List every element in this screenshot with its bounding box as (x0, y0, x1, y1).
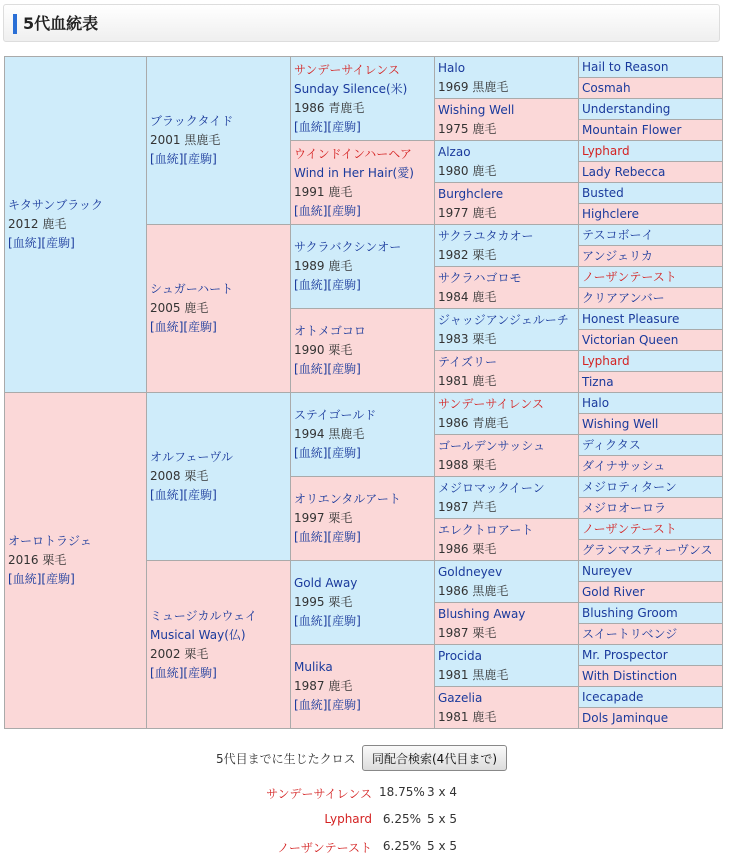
horse-name-link[interactable]: Blushing Groom (582, 606, 678, 620)
horse-name-link[interactable]: With Distinction (582, 669, 678, 683)
progeny-link[interactable]: 産駒 (188, 320, 213, 334)
horse-name-link[interactable]: キタサンブラック (8, 198, 104, 212)
horse-name-link[interactable]: Tizna (582, 375, 614, 389)
pedigree-cell-gen5 (579, 414, 723, 435)
horse-links: [血統][産駒] (294, 203, 361, 218)
pedigree-cell-gen5 (579, 183, 723, 204)
horse-links: [血統][産駒] (150, 152, 217, 166)
horse-name-link[interactable]: シュガーハート (150, 282, 234, 296)
horse-year-color: 1981 黒鹿毛 (438, 667, 509, 682)
horse-year-color: 1994 黒鹿毛 (294, 427, 365, 441)
pedigree-cell-gen3 (291, 393, 435, 477)
horse-year-color: 1989 鹿毛 (294, 259, 353, 273)
horse-name-link[interactable]: ステイゴールド (294, 408, 377, 422)
horse-name-link[interactable]: ノーザンテースト (582, 270, 677, 284)
section-title: 5代血統表 (23, 14, 99, 33)
horse-year-color: 1981 鹿毛 (438, 373, 497, 388)
cross-row (0, 785, 731, 803)
pedigree-cell-gen5 (579, 204, 723, 225)
horse-year-color: 1977 鹿毛 (438, 205, 497, 220)
pedigree-link[interactable]: 血統 (12, 572, 37, 586)
pedigree-link[interactable]: 血統 (298, 446, 323, 460)
horse-foreign-name: Wind in Her Hair(愛) (294, 165, 414, 180)
pedigree-cell-gen4 (435, 645, 579, 687)
pedigree-cell-gen5 (579, 267, 723, 288)
horse-year-color: 2001 黒鹿毛 (150, 133, 221, 147)
horse-name-link[interactable]: Gold Away (294, 576, 358, 590)
progeny-link[interactable]: 産駒 (46, 572, 71, 586)
pedigree-table (4, 56, 723, 729)
horse-year-color: 1975 鹿毛 (438, 121, 497, 136)
cross-generations: 5 x 5 (427, 812, 457, 826)
horse-name-link[interactable]: グランマスティーヴンス (582, 543, 713, 557)
pedigree-cell-gen5 (579, 78, 723, 99)
horse-name-link[interactable]: オーロトラジェ (8, 534, 92, 548)
pedigree-link[interactable]: 血統 (298, 698, 323, 712)
cross-header (0, 745, 731, 771)
pedigree-cell-gen3 (291, 561, 435, 645)
horse-links: [血統][産駒] (150, 665, 217, 680)
progeny-link[interactable]: 産駒 (332, 362, 357, 376)
horse-year-color: 1980 鹿毛 (438, 163, 497, 178)
horse-name-link[interactable]: Burghclere (438, 186, 504, 201)
progeny-link[interactable]: 産駒 (332, 698, 357, 712)
horse-name-link[interactable]: テスコボーイ (582, 228, 654, 242)
pedigree-link[interactable]: 血統 (298, 278, 323, 292)
pedigree-cell-gen3 (291, 645, 435, 729)
horse-name-link[interactable]: Honest Pleasure (582, 312, 680, 326)
progeny-link[interactable]: 産駒 (188, 665, 213, 680)
horse-name-link[interactable]: Halo (438, 60, 466, 75)
horse-year-color: 2012 鹿毛 (8, 217, 67, 231)
horse-name-link[interactable]: Lady Rebecca (582, 165, 666, 179)
horse-year-color: 2008 栗毛 (150, 469, 209, 483)
horse-name-link[interactable]: サクラハゴロモ (438, 270, 522, 285)
horse-foreign-name: Musical Way(仏) (150, 627, 246, 642)
pedigree-cell-gen5 (579, 351, 723, 372)
progeny-link[interactable]: 産駒 (332, 530, 357, 544)
horse-year-color: 1990 栗毛 (294, 343, 353, 357)
cross-percent: 6.25% (382, 839, 421, 853)
horse-year-color: 1995 栗毛 (294, 595, 353, 609)
horse-name-link[interactable]: Nureyev (582, 564, 633, 578)
pedigree-link[interactable]: 血統 (298, 530, 323, 544)
horse-name-link[interactable]: Understanding (582, 102, 671, 116)
horse-name-link[interactable]: Hail to Reason (582, 60, 669, 74)
horse-name-link[interactable]: Busted (582, 186, 624, 200)
horse-name-link[interactable]: ノーザンテースト (582, 522, 677, 536)
horse-links: [血統][産駒] (8, 572, 75, 586)
pedigree-link[interactable]: 血統 (154, 488, 179, 502)
progeny-link[interactable]: 産駒 (332, 278, 357, 292)
pedigree-link[interactable]: 血統 (298, 362, 323, 376)
pedigree-cell-gen4 (435, 393, 579, 435)
pedigree-cell-gen2 (147, 57, 291, 225)
pedigree-cell-gen1 (5, 393, 147, 729)
pedigree-row (5, 393, 723, 414)
pedigree-cell-gen5 (579, 141, 723, 162)
cross-horse-link[interactable]: Lyphard (324, 812, 372, 826)
horse-name-link[interactable]: アンジェリカ (582, 249, 653, 263)
horse-links: [血統][産駒] (294, 446, 361, 460)
horse-links: [血統][産駒] (294, 530, 361, 544)
horse-links: [血統][産駒] (294, 119, 361, 134)
pedigree-cell-gen5 (579, 393, 723, 414)
pedigree-cell-gen2 (147, 225, 291, 393)
horse-name-link[interactable]: Alzao (438, 144, 471, 159)
horse-name-link[interactable]: Icecapade (582, 690, 644, 704)
horse-name-link[interactable]: Mr. Prospector (582, 648, 668, 662)
horse-year-color: 2002 栗毛 (150, 646, 209, 661)
pedigree-cell-gen5 (579, 477, 723, 498)
horse-year-color: 1997 栗毛 (294, 511, 353, 525)
pedigree-cell-gen5 (579, 330, 723, 351)
pedigree-cell-gen5 (579, 246, 723, 267)
pedigree-link[interactable]: 血統 (154, 152, 179, 166)
horse-name-link[interactable]: ミュージカルウェイ (150, 608, 258, 623)
cross-row (0, 839, 731, 857)
horse-name-link[interactable]: ウインドインハーヘア (294, 146, 412, 161)
pedigree-cell-gen4 (435, 519, 579, 561)
horse-name-link[interactable]: エレクトロアート (438, 522, 534, 537)
horse-year-color: 1986 青鹿毛 (438, 415, 509, 430)
progeny-link[interactable]: 産駒 (332, 119, 357, 134)
cross-generations: 5 x 5 (427, 839, 457, 853)
pedigree-cell-gen4 (435, 603, 579, 645)
pedigree-link[interactable]: 血統 (298, 614, 323, 628)
horse-foreign-name: Sunday Silence(米) (294, 81, 408, 96)
horse-name-link[interactable]: Cosmah (582, 81, 631, 95)
horse-name-link[interactable]: Highclere (582, 207, 639, 221)
horse-links: [血統][産駒] (8, 236, 75, 250)
progeny-link[interactable]: 産駒 (188, 488, 213, 502)
pedigree-cell-gen4 (435, 687, 579, 729)
horse-name-link[interactable]: Dols Jaminque (582, 711, 669, 725)
horse-name-link[interactable]: メジロマックイーン (438, 480, 545, 495)
pedigree-link[interactable]: 血統 (12, 236, 37, 250)
horse-year-color: 1969 黒鹿毛 (438, 79, 509, 94)
cross-row (0, 812, 731, 830)
horse-links: [血統][産駒] (294, 614, 361, 628)
horse-year-color: 1986 黒鹿毛 (438, 583, 509, 598)
horse-name-link[interactable]: Wishing Well (582, 417, 659, 431)
pedigree-cell-gen5 (579, 309, 723, 330)
cross-generations: 3 x 4 (427, 785, 457, 799)
horse-name-link[interactable]: ディクタス (582, 438, 641, 452)
horse-name-link[interactable]: メジロオーロラ (582, 501, 667, 515)
horse-year-color: 1987 栗毛 (438, 625, 497, 640)
pedigree-cell-gen3 (291, 57, 435, 141)
progeny-link[interactable]: 産駒 (332, 446, 357, 460)
horse-name-link[interactable]: ブラックタイド (150, 114, 234, 128)
pedigree-cell-gen5 (579, 288, 723, 309)
pedigree-cell-gen2 (147, 393, 291, 561)
horse-year-color: 1982 栗毛 (438, 247, 497, 262)
horse-year-color: 1987 鹿毛 (294, 679, 353, 693)
progeny-link[interactable]: 産駒 (332, 203, 357, 218)
horse-name-link[interactable]: オトメゴコロ (294, 324, 366, 338)
pedigree-cell-gen5 (579, 708, 723, 729)
horse-year-color: 1986 青鹿毛 (294, 100, 365, 115)
horse-name-link[interactable]: ゴールデンサッシュ (438, 438, 546, 453)
pedigree-cell-gen5 (579, 540, 723, 561)
pedigree-cell-gen4 (435, 141, 579, 183)
pedigree-cell-gen4 (435, 267, 579, 309)
pedigree-cell-gen5 (579, 666, 723, 687)
progeny-link[interactable]: 産駒 (188, 152, 213, 166)
pedigree-link[interactable]: 血統 (298, 203, 323, 218)
pedigree-cell-gen5 (579, 120, 723, 141)
horse-name-link[interactable]: Gazelia (438, 690, 483, 705)
horse-year-color: 1988 栗毛 (438, 457, 497, 472)
horse-name-link[interactable]: サクラバクシンオー (294, 240, 402, 254)
pedigree-cell-gen5 (579, 498, 723, 519)
pedigree-cell-gen1 (5, 57, 147, 393)
pedigree-cell-gen5 (579, 162, 723, 183)
pedigree-cell-gen4 (435, 225, 579, 267)
horse-name-link[interactable]: Lyphard (582, 144, 630, 158)
horse-links: [血統][産駒] (294, 362, 361, 376)
pedigree-cell-gen5 (579, 435, 723, 456)
horse-year-color: 1991 鹿毛 (294, 184, 353, 199)
section-header (3, 4, 720, 42)
pedigree-cell-gen5 (579, 57, 723, 78)
horse-name-link[interactable]: ジャッジアンジェルーチ (438, 312, 569, 327)
pedigree-cell-gen5 (579, 603, 723, 624)
pedigree-cell-gen4 (435, 351, 579, 393)
horse-name-link[interactable]: Victorian Queen (582, 333, 679, 347)
progeny-link[interactable]: 産駒 (46, 236, 71, 250)
cross-horse-link[interactable]: ノーザンテースト (277, 841, 372, 855)
horse-name-link[interactable]: Halo (582, 396, 610, 410)
horse-links: [血統][産駒] (294, 278, 361, 292)
horse-links: [血統][産駒] (150, 488, 217, 502)
horse-name-link[interactable]: Procida (438, 648, 482, 663)
horse-year-color: 2016 栗毛 (8, 553, 67, 567)
horse-name-link[interactable]: サンデーサイレンス (438, 396, 544, 411)
progeny-link[interactable]: 産駒 (332, 614, 357, 628)
pedigree-row (5, 57, 723, 78)
pedigree-cell-gen4 (435, 183, 579, 225)
horse-year-color: 1986 栗毛 (438, 541, 497, 556)
pedigree-cell-gen5 (579, 582, 723, 603)
horse-name-link[interactable]: メジロティターン (582, 480, 677, 494)
horse-name-link[interactable]: Lyphard (582, 354, 630, 368)
horse-name-link[interactable]: Mountain Flower (582, 123, 682, 137)
pedigree-cell-gen3 (291, 309, 435, 393)
horse-name-link[interactable]: Mulika (294, 660, 333, 674)
cross-percent: 6.25% (382, 812, 421, 826)
horse-year-color: 1983 栗毛 (438, 331, 497, 346)
horse-name-link[interactable]: Wishing Well (438, 102, 515, 117)
horse-year-color: 2005 鹿毛 (150, 301, 209, 315)
pedigree-link[interactable]: 血統 (154, 320, 179, 334)
horse-name-link[interactable]: Blushing Away (438, 606, 526, 621)
pedigree-cell-gen3 (291, 477, 435, 561)
horse-name-link[interactable]: ダイナサッシュ (582, 459, 666, 473)
horse-name-link[interactable]: Goldneyev (438, 564, 503, 579)
pedigree-cell-gen5 (579, 99, 723, 120)
pedigree-cell-gen3 (291, 225, 435, 309)
pedigree-cell-gen2 (147, 561, 291, 729)
horse-name-link[interactable]: スイートリベンジ (582, 627, 678, 641)
horse-year-color: 1987 芦毛 (438, 499, 497, 514)
horse-year-color: 1981 鹿毛 (438, 709, 497, 724)
pedigree-link[interactable]: 血統 (298, 119, 323, 134)
pedigree-cell-gen5 (579, 561, 723, 582)
pedigree-cell-gen4 (435, 435, 579, 477)
horse-year-color: 1984 鹿毛 (438, 289, 497, 304)
pedigree-cell-gen5 (579, 645, 723, 666)
pedigree-cell-gen5 (579, 519, 723, 540)
horse-name-link[interactable]: サクラユタカオー (438, 228, 534, 243)
cross-label: 5代目までに生じたクロス (216, 752, 356, 766)
cross-horse-link[interactable]: サンデーサイレンス (266, 787, 372, 801)
pedigree-cell-gen4 (435, 57, 579, 99)
horse-links: [血統][産駒] (294, 698, 361, 712)
section-accent-bar (13, 14, 17, 34)
pedigree-cell-gen5 (579, 624, 723, 645)
horse-name-link[interactable]: サンデーサイレンス (294, 62, 400, 77)
pedigree-cell-gen4 (435, 561, 579, 603)
pedigree-cell-gen4 (435, 309, 579, 351)
horse-name-link[interactable]: クリアアンバー (582, 291, 665, 305)
pedigree-cell-gen3 (291, 141, 435, 225)
pedigree-cell-gen5 (579, 456, 723, 477)
horse-name-link[interactable]: テイズリー (438, 354, 498, 369)
pedigree-cell-gen4 (435, 99, 579, 141)
pedigree-cell-gen5 (579, 687, 723, 708)
horse-name-link[interactable]: オルフェーヴル (150, 450, 234, 464)
pedigree-link[interactable]: 血統 (154, 665, 179, 680)
pedigree-cell-gen5 (579, 225, 723, 246)
horse-links: [血統][産駒] (150, 320, 217, 334)
cross-percent: 18.75% (379, 785, 425, 799)
horse-name-link[interactable]: Gold River (582, 585, 645, 599)
pedigree-cell-gen5 (579, 372, 723, 393)
horse-name-link[interactable]: オリエンタルアート (294, 492, 401, 506)
same-mating-search-button[interactable]: 同配合検索(4代目まで) (362, 745, 507, 771)
pedigree-cell-gen4 (435, 477, 579, 519)
